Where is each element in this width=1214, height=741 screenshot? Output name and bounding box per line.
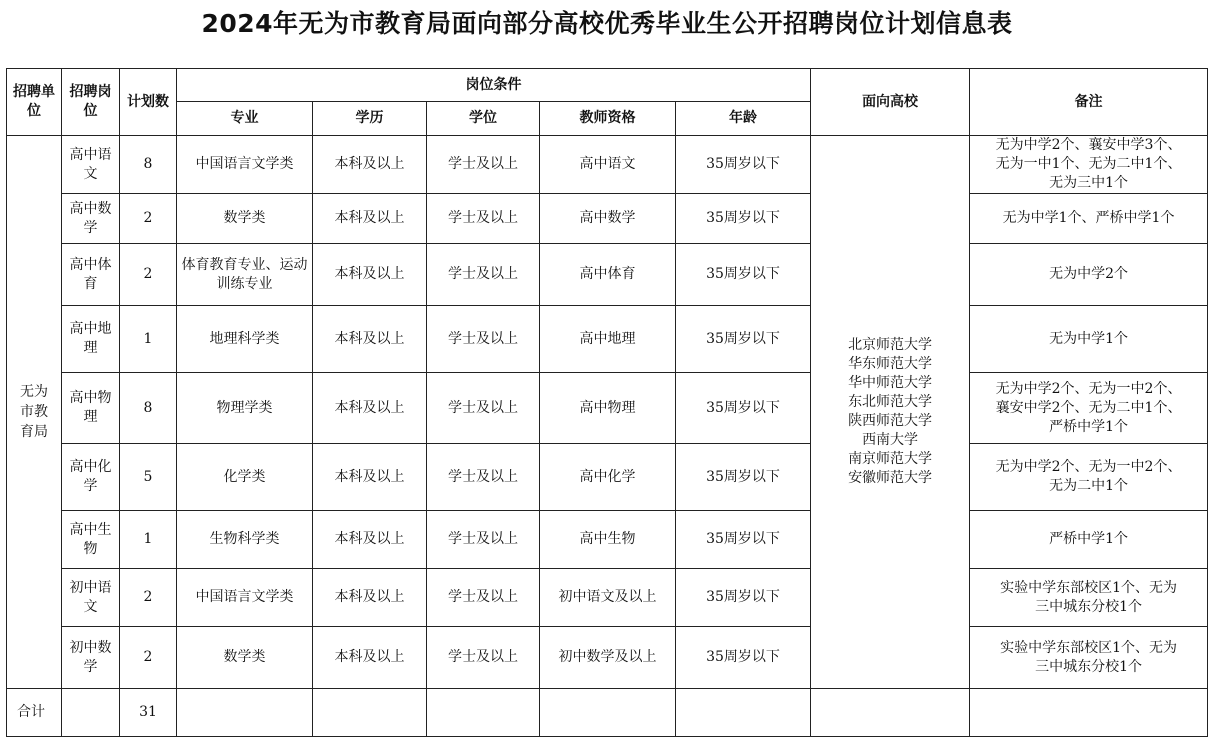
- degree-cell: 学士及以上: [427, 373, 540, 444]
- plan-cell: 2: [120, 627, 177, 689]
- plan-cell: 8: [120, 136, 177, 194]
- remark-line: 严桥中学1个: [1049, 531, 1129, 547]
- schools-cell: [811, 136, 970, 689]
- position-cell: 初中数学: [62, 627, 120, 689]
- total-row: [7, 689, 1208, 737]
- plan-cell: 8: [120, 373, 177, 444]
- qualification-cell: 高中体育: [540, 244, 676, 306]
- school-name: 安徽师范大学: [848, 470, 933, 486]
- remark-line: 无为中学2个、无为一中2个、: [995, 459, 1182, 475]
- degree-cell: 学士及以上: [427, 136, 540, 194]
- plan-cell: 1: [120, 511, 177, 569]
- table-row: [7, 194, 1208, 244]
- major-cell: 地理科学类: [177, 306, 313, 373]
- qualification-cell: 高中地理: [540, 306, 676, 373]
- remark-line: 无为中学2个、襄安中学3个、: [995, 137, 1182, 153]
- plan-cell: 2: [120, 569, 177, 627]
- remarks-cell: [970, 194, 1208, 244]
- age-cell: 35周岁以下: [676, 306, 811, 373]
- table-row: [7, 373, 1208, 444]
- degree-cell: 学士及以上: [427, 569, 540, 627]
- remark-line: 实验中学东部校区1个、无为: [1000, 639, 1178, 656]
- degree-cell: 学士及以上: [427, 306, 540, 373]
- table-row: [7, 136, 1208, 194]
- remarks-cell: [970, 136, 1208, 194]
- total-empty-cell: [427, 689, 540, 737]
- degree-cell: 学士及以上: [427, 244, 540, 306]
- major-cell: 生物科学类: [177, 511, 313, 569]
- qualification-cell: 高中数学: [540, 194, 676, 244]
- degree-cell: 学士及以上: [427, 444, 540, 511]
- education-cell: 本科及以上: [313, 194, 427, 244]
- remark-line: 无为二中1个: [1049, 478, 1129, 494]
- school-name: 西南大学: [862, 432, 919, 448]
- plan-cell: 5: [120, 444, 177, 511]
- age-cell: 35周岁以下: [676, 511, 811, 569]
- header-plan: 计划数: [120, 69, 177, 136]
- school-name: 北京师范大学: [848, 337, 933, 353]
- education-cell: 本科及以上: [313, 569, 427, 627]
- position-cell: 高中生物: [62, 511, 120, 569]
- major-cell: 数学类: [177, 194, 313, 244]
- major-cell: 中国语言文学类: [177, 136, 313, 194]
- total-empty-cell: [177, 689, 313, 737]
- remark-line: 三中城东分校1个: [1035, 658, 1143, 675]
- header-qualification: 教师资格: [540, 102, 676, 136]
- age-cell: 35周岁以下: [676, 627, 811, 689]
- qualification-cell: 高中物理: [540, 373, 676, 444]
- page-title: 2024年无为市教育局面向部分高校优秀毕业生公开招聘岗位计划信息表: [201, 9, 1013, 38]
- age-cell: 35周岁以下: [676, 244, 811, 306]
- position-cell: 高中数学: [62, 194, 120, 244]
- education-cell: 本科及以上: [313, 244, 427, 306]
- position-cell: 高中语文: [62, 136, 120, 194]
- qualification-cell: 高中生物: [540, 511, 676, 569]
- major-cell: 体育教育专业、运动训练专业: [177, 244, 313, 306]
- school-name: 南京师范大学: [848, 451, 933, 467]
- remark-line: 襄安中学2个、无为二中1个、: [995, 399, 1182, 416]
- remarks-cell: [970, 444, 1208, 511]
- school-name: 陕西师范大学: [848, 413, 933, 429]
- total-empty-cell: [970, 689, 1208, 737]
- header-position: 招聘岗位: [62, 69, 120, 136]
- total-empty-cell: [62, 689, 120, 737]
- school-name: 东北师范大学: [848, 394, 933, 410]
- position-cell: 高中化学: [62, 444, 120, 511]
- header-degree: 学位: [427, 102, 540, 136]
- major-cell: 物理学类: [177, 373, 313, 444]
- age-cell: 35周岁以下: [676, 569, 811, 627]
- degree-cell: 学士及以上: [427, 194, 540, 244]
- remarks-cell: [970, 306, 1208, 373]
- major-cell: 中国语言文学类: [177, 569, 313, 627]
- remark-line: 严桥中学1个: [1049, 418, 1129, 435]
- remark-line: 无为中学1个: [1049, 330, 1129, 347]
- degree-cell: 学士及以上: [427, 627, 540, 689]
- education-cell: 本科及以上: [313, 511, 427, 569]
- age-cell: 35周岁以下: [676, 136, 811, 194]
- qualification-cell: 高中化学: [540, 444, 676, 511]
- age-cell: 35周岁以下: [676, 444, 811, 511]
- remark-line: 无为中学2个、无为一中2个、: [995, 380, 1182, 397]
- table-row: [7, 444, 1208, 511]
- qualification-cell: 初中语文及以上: [540, 569, 676, 627]
- education-cell: 本科及以上: [313, 444, 427, 511]
- qualification-cell: 高中语文: [540, 136, 676, 194]
- remarks-cell: [970, 244, 1208, 306]
- plan-cell: 2: [120, 194, 177, 244]
- header-education: 学历: [313, 102, 427, 136]
- remark-line: 无为中学2个: [1049, 266, 1129, 282]
- education-cell: 本科及以上: [313, 136, 427, 194]
- remarks-cell: [970, 569, 1208, 627]
- header-major: 专业: [177, 102, 313, 136]
- remark-line: 实验中学东部校区1个、无为: [1000, 579, 1178, 596]
- position-cell: 初中语文: [62, 569, 120, 627]
- total-empty-cell: [313, 689, 427, 737]
- remarks-cell: [970, 511, 1208, 569]
- age-cell: 35周岁以下: [676, 373, 811, 444]
- header-remarks: 备注: [970, 69, 1208, 136]
- remark-line: 无为三中1个: [1049, 175, 1129, 191]
- recruitment-table: [6, 68, 1208, 737]
- major-cell: 数学类: [177, 627, 313, 689]
- table-row: [7, 569, 1208, 627]
- total-label: 合计: [7, 689, 62, 737]
- total-plan: 31: [120, 689, 177, 737]
- table-row: [7, 511, 1208, 569]
- degree-cell: 学士及以上: [427, 511, 540, 569]
- unit-name: 无为市教育局: [20, 384, 48, 440]
- plan-cell: 2: [120, 244, 177, 306]
- header-conditions: 岗位条件: [177, 69, 811, 102]
- header-age: 年龄: [676, 102, 811, 136]
- remark-line: 三中城东分校1个: [1035, 598, 1143, 615]
- remark-line: 无为中学1个、严桥中学1个: [1002, 210, 1175, 226]
- total-empty-cell: [811, 689, 970, 737]
- unit-cell: [7, 136, 62, 689]
- education-cell: 本科及以上: [313, 627, 427, 689]
- position-cell: 高中地理: [62, 306, 120, 373]
- education-cell: 本科及以上: [313, 306, 427, 373]
- school-name: 华中师范大学: [848, 375, 933, 391]
- table-row: [7, 244, 1208, 306]
- remarks-cell: [970, 373, 1208, 444]
- qualification-cell: 初中数学及以上: [540, 627, 676, 689]
- education-cell: 本科及以上: [313, 373, 427, 444]
- table-row: [7, 306, 1208, 373]
- age-cell: 35周岁以下: [676, 194, 811, 244]
- header-schools: 面向高校: [811, 69, 970, 136]
- plan-cell: 1: [120, 306, 177, 373]
- position-cell: 高中物理: [62, 373, 120, 444]
- major-cell: 化学类: [177, 444, 313, 511]
- position-cell: 高中体育: [62, 244, 120, 306]
- total-empty-cell: [676, 689, 811, 737]
- header-unit: 招聘单位: [7, 69, 62, 136]
- school-name: 华东师范大学: [848, 356, 933, 372]
- table-row: [7, 627, 1208, 689]
- total-empty-cell: [540, 689, 676, 737]
- remark-line: 无为一中1个、无为二中1个、: [995, 156, 1182, 172]
- remarks-cell: [970, 627, 1208, 689]
